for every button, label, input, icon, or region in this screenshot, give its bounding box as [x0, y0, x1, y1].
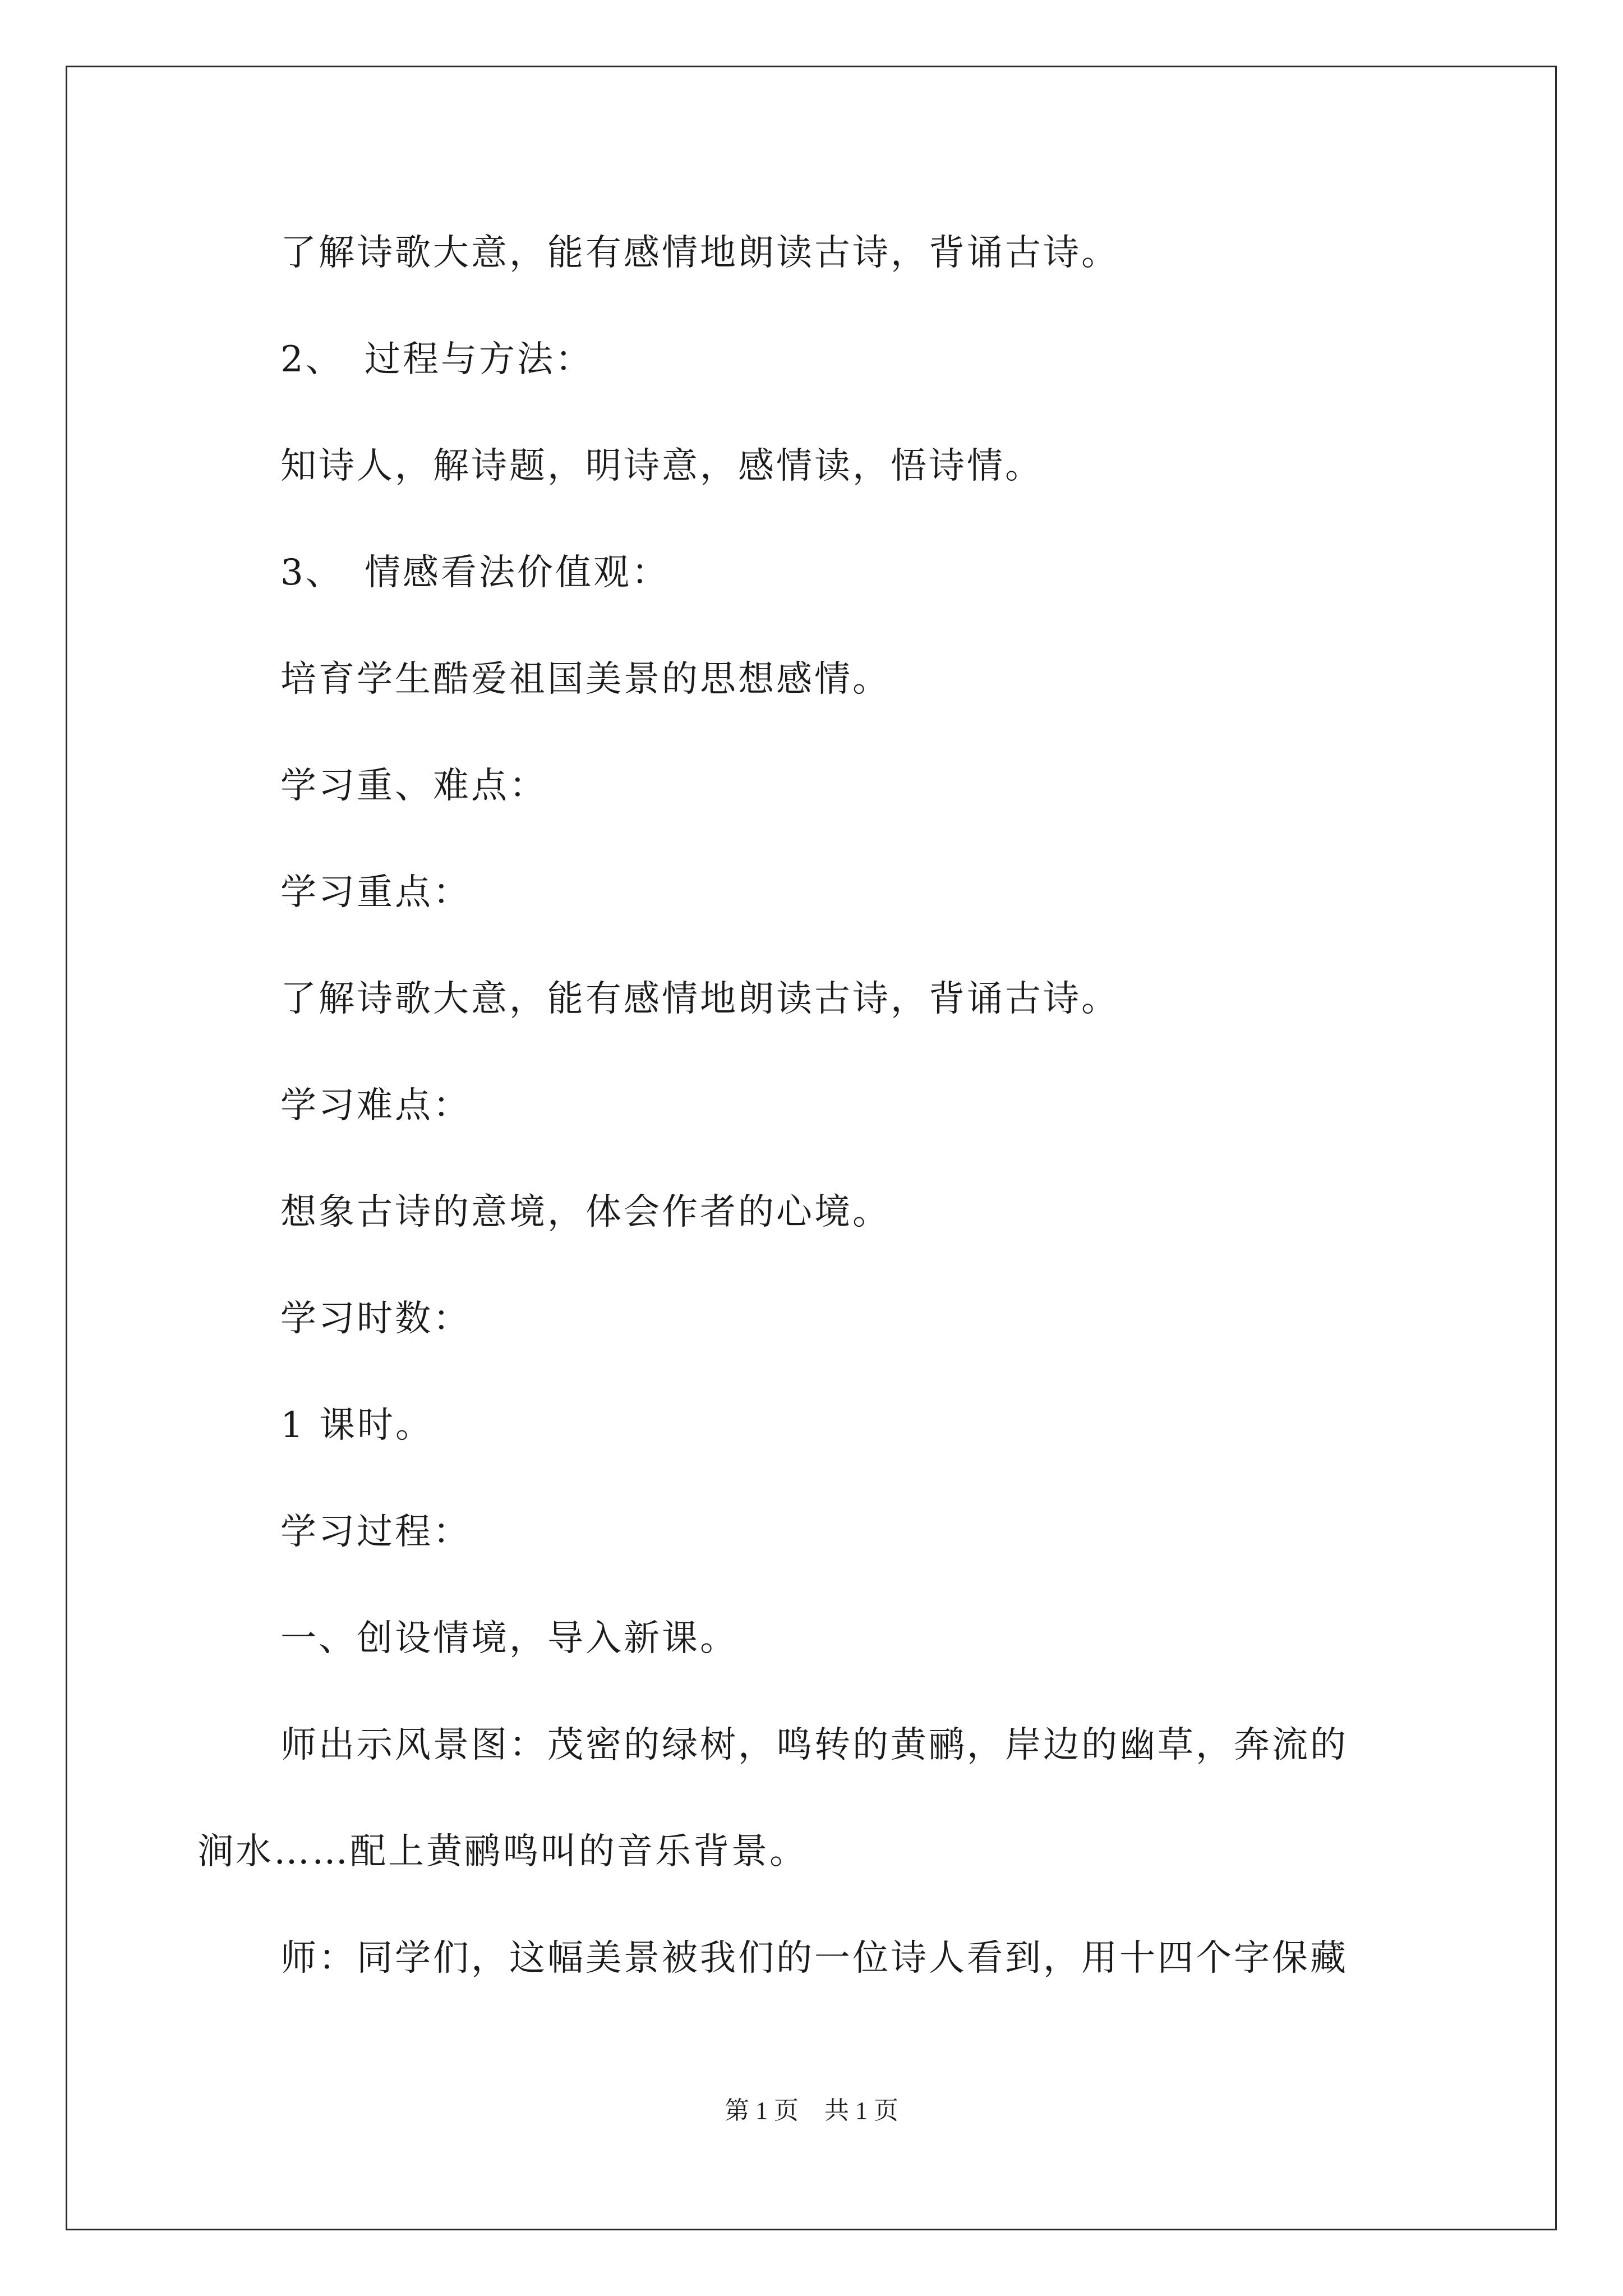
paragraph-scene-line-1: 师出示风景图：茂密的绿树，鸣转的黄鹂，岸边的幽草，奔流的 — [280, 1724, 1348, 1766]
paragraph-teacher-intro: 师：同学们，这幅美景被我们的一位诗人看到，用十四个字保藏 — [280, 1938, 1348, 1979]
heading-text: 过程与方法： — [365, 339, 593, 380]
heading-step-one: 一、创设情境，导入新课。 — [280, 1618, 738, 1659]
page-total-label: 共 1 页 — [824, 2097, 898, 2124]
heading-number: 3、 — [280, 552, 344, 593]
paragraph-class-hours-text: 1 课时。 — [280, 1405, 434, 1446]
paragraph-difficult-points-text: 想象古诗的意境，体会作者的心境。 — [280, 1191, 891, 1233]
heading-class-hours: 学习时数： — [280, 1298, 471, 1340]
page-footer — [0, 2095, 1623, 2127]
heading-key-points: 学习重点： — [280, 872, 471, 913]
paragraph-process-text: 知诗人，解诗题，明诗意，感情读，悟诗情。 — [280, 445, 1043, 487]
heading-emotion-values — [280, 550, 670, 595]
page-number-label: 第 1 页 — [725, 2097, 799, 2124]
heading-learning-process: 学习过程： — [280, 1511, 471, 1553]
paragraph-scene-line-2: 涧水……配上黄鹂鸣叫的音乐背景。 — [197, 1831, 808, 1872]
heading-text: 情感看法价值观： — [365, 552, 670, 593]
paragraph-key-points-text: 了解诗歌大意，能有感情地朗读古诗，背诵古诗。 — [280, 978, 1119, 1020]
heading-number: 2、 — [280, 339, 344, 380]
page-border — [66, 66, 1557, 2230]
paragraph-goal-text: 了解诗歌大意，能有感情地朗读古诗，背诵古诗。 — [280, 232, 1119, 274]
heading-key-difficult-points: 学习重、难点： — [280, 765, 547, 807]
heading-difficult-points: 学习难点： — [280, 1085, 471, 1126]
heading-process-method — [280, 337, 593, 382]
paragraph-emotion-text: 培育学生酷爱祖国美景的思想感情。 — [280, 659, 891, 700]
